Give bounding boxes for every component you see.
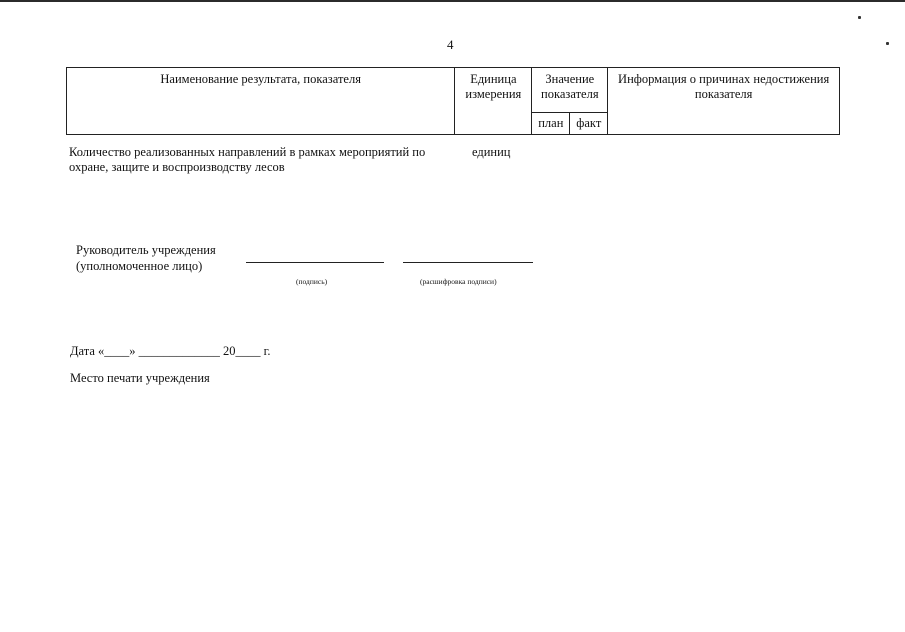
header-reason: Информация о причинах недостижения показателя xyxy=(608,68,840,135)
head-label-line2: (уполномоченное лицо) xyxy=(76,259,203,273)
scan-speck xyxy=(886,42,889,45)
table-header-row xyxy=(67,68,840,113)
date-line: Дата «____» _____________ 20____ г. xyxy=(70,344,271,358)
top-rule xyxy=(0,0,905,2)
head-of-institution-label xyxy=(76,242,216,274)
page-number: 4 xyxy=(447,37,454,52)
signature-caption: (подпись) xyxy=(296,277,328,286)
row-indicator-name: Количество реализованных направлений в рамках мероприятий по охране, защите и воспроизводству лесов xyxy=(69,145,426,174)
header-name: Наименование результата, показателя xyxy=(67,68,455,135)
signature-decode-caption: (расшифровка подписи) xyxy=(420,277,497,286)
results-table xyxy=(66,67,840,135)
header-plan: план xyxy=(532,113,570,135)
stamp-place-label: Место печати учреждения xyxy=(70,371,210,385)
head-label-line1: Руководитель учреждения xyxy=(76,243,216,257)
header-unit: Единица измерения xyxy=(455,68,532,135)
header-fact: факт xyxy=(570,113,608,135)
signature-line xyxy=(246,262,384,263)
header-value: Значение показателя xyxy=(532,68,608,113)
row-indicator-unit: единиц xyxy=(472,145,511,159)
scan-speck xyxy=(858,16,861,19)
signature-decode-line xyxy=(403,262,533,263)
